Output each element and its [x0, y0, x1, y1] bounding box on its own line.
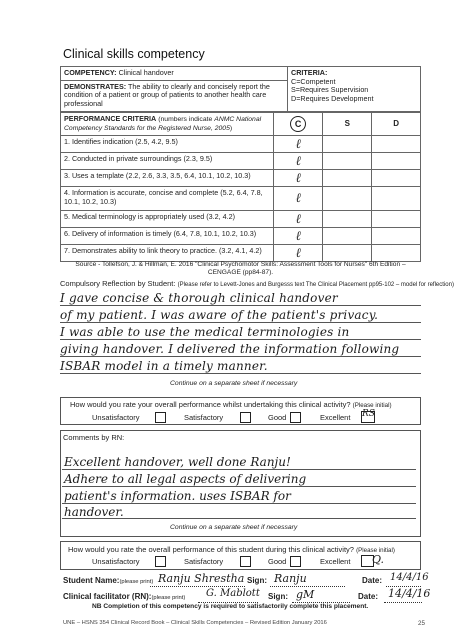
good-checkbox[interactable]: [290, 412, 301, 423]
facilitator-signature: gM: [296, 588, 315, 601]
rn-comment-line: patient's information. uses ISBAR for: [64, 489, 291, 503]
option-good: Good: [268, 557, 287, 566]
criteria-c: C=Competent: [291, 76, 336, 86]
ruled-line: [62, 469, 416, 470]
rn-comments-label: Comments by RN:: [63, 433, 125, 442]
column-d-header: D: [372, 113, 421, 136]
facilitator-date-value: 14/4/16: [388, 587, 431, 600]
performance-note-italic: ANMC National Competency Standards for the Registered Nurse, 2005: [64, 116, 262, 133]
reflection-label: Compulsory Reflection by Student:: [60, 279, 176, 288]
satisfactory-checkbox[interactable]: [240, 556, 251, 567]
column-s-header: S: [323, 113, 372, 136]
criterion-row: 5. Medical terminology is appropriately used (3.2, 4.2): [61, 211, 274, 228]
facilitator-rating-question: How would you rate the overall performance of this student during this clinical activity? (Please initial): [68, 545, 395, 554]
good-checkbox[interactable]: [290, 556, 301, 567]
reflection-line: I was able to use the medical terminologies in: [60, 325, 350, 339]
competent-check-mark: ℓ: [273, 228, 322, 245]
criterion-row: 3. Uses a template (2.2, 2.6, 3.3, 3.5, 6.4, 10.1, 10.2, 10.3): [61, 170, 274, 187]
page-footer: UNE – HSNS 354 Clinical Record Book – Clinical Skills Competencies – Revised Edition January 2016: [63, 620, 327, 626]
competent-check-mark: ℓ: [273, 153, 322, 170]
student-name-value: Ranju Shrestha: [158, 572, 245, 585]
unsatisfactory-checkbox[interactable]: [155, 556, 166, 567]
competent-check-mark: ℓ: [273, 136, 322, 153]
option-good: Good: [268, 413, 287, 422]
rn-comment-line: Excellent handover, well done Ranju!: [64, 455, 291, 469]
option-satisfactory: Satisfactory: [184, 413, 224, 422]
reflection-line: ISBAR model in a timely manner.: [60, 359, 268, 373]
demonstrates-label: DEMONSTRATES:: [64, 81, 127, 91]
ruled-line: [62, 486, 416, 487]
student-row: Student Name:(please print): [63, 576, 154, 585]
performance-header: PERFORMANCE CRITERIA (numbers indicate ANMC National Competency Standards for the Registered Nurse, 2005): [61, 113, 274, 136]
reflection-continue-note: Continue on a separate sheet if necessary: [170, 380, 298, 387]
competent-check-mark: ℓ: [273, 211, 322, 228]
criterion-row: 6. Delivery of information is timely (6.4, 7.8, 10.1, 10.2, 10.3): [61, 228, 274, 245]
criterion-row: 4. Information is accurate, concise and complete (5.2, 6.4, 7.8, 10.1, 10.2, 10.3): [61, 187, 274, 211]
criteria-header: CRITERIA:: [291, 68, 328, 77]
competency-value: Clinical handover: [118, 68, 174, 77]
ruled-line: [60, 322, 421, 323]
student-name-label: Student Name:: [63, 576, 120, 585]
page-title: Clinical skills competency: [63, 47, 205, 61]
performance-table: [60, 112, 421, 262]
facilitator-date-underline: [384, 602, 422, 603]
student-date-value: 14/4/16: [390, 572, 429, 583]
performance-label: PERFORMANCE CRITERIA: [64, 114, 157, 123]
facilitator-label: Clinical facilitator (RN):: [63, 592, 152, 601]
source-citation: Source - Tollefson, J. & Hillman, E. 2016 "Clinical Psychomotor Skills: Assessment Tools for Nurses" 6th Edition – CENGAGE (pp84-87).: [75, 261, 406, 277]
competency-table: [60, 66, 421, 112]
rn-comment-line: handover.: [64, 505, 124, 519]
circled-c: C: [290, 116, 306, 132]
reflection-heading: [60, 279, 454, 288]
unsatisfactory-checkbox[interactable]: [155, 412, 166, 423]
facilitator-name-value: G. Mablott: [206, 588, 260, 599]
facilitator-row: Clinical facilitator (RN):(please print): [63, 592, 186, 601]
competency-cell: [61, 67, 288, 81]
initials-mark: RS: [362, 409, 375, 419]
student-signature: Ranju: [274, 572, 307, 585]
option-unsatisfactory: Unsatisfactory: [92, 557, 140, 566]
ruled-line: [62, 503, 416, 504]
criterion-row: 2. Conducted in private surroundings (2.3, 9.5): [61, 153, 274, 170]
rn-continue-note: Continue on a separate sheet if necessary: [170, 524, 298, 531]
student-sign-label: Sign:: [247, 576, 267, 585]
competent-check-mark: ℓ: [273, 245, 322, 262]
criteria-cell: [288, 67, 421, 112]
student-sign-underline: [270, 586, 345, 587]
facilitator-date-label: Date:: [358, 592, 379, 601]
option-excellent: Excellent: [320, 557, 351, 566]
completion-note: NB Completion of this competency is required to satisfactorily complete this placement.: [92, 603, 369, 610]
criterion-row: 1. Identifies indication (2.5, 4.2, 9.5): [61, 136, 274, 153]
ruled-line: [60, 373, 421, 374]
option-satisfactory: Satisfactory: [184, 557, 224, 566]
criterion-row: 7. Demonstrates ability to link theory to practice. (3.2, 4.1, 4.2): [61, 245, 274, 262]
competent-check-mark: ℓ: [273, 187, 322, 211]
satisfactory-checkbox[interactable]: [240, 412, 251, 423]
demonstrates-cell: [61, 80, 288, 111]
reflection-note: (Please refer to Levett-Jones and Burgesss text The Clinical Placement pp95-102 – model for reflection): [177, 282, 454, 288]
reflection-line: giving handover. I delivered the information following: [60, 342, 400, 356]
option-unsatisfactory: Unsatisfactory: [92, 413, 140, 422]
page-number: 25: [418, 620, 425, 627]
ruled-line: [60, 339, 421, 340]
demonstrates-text: The ability to clearly and concisely report the condition of a patient or group of patients to another health care professional: [64, 81, 270, 108]
ruled-line: [60, 356, 421, 357]
reflection-line: of my patient. I was aware of the patient's privacy.: [60, 308, 379, 322]
ruled-line: [60, 305, 421, 306]
reflection-line: I gave concise & thorough clinical handover: [60, 291, 338, 305]
column-c-header: [273, 113, 322, 136]
performance-note: (numbers indicate: [158, 116, 213, 123]
student-name-underline: [150, 586, 245, 587]
rn-comment-line: Adhere to all legal aspects of delivering: [64, 472, 307, 486]
student-date-label: Date:: [362, 576, 383, 585]
self-rating-question: How would you rate your overall performance whilst undertaking this clinical activity? (Please initial): [70, 400, 392, 409]
criteria-d: D=Requires Development: [291, 93, 374, 103]
competent-check-mark: ℓ: [273, 170, 322, 187]
initials-mark: Q.: [372, 553, 384, 566]
facilitator-sign-label: Sign:: [268, 592, 288, 601]
option-excellent: Excellent: [320, 413, 351, 422]
criteria-s: S=Requires Supervision: [291, 85, 369, 95]
competency-label: COMPETENCY:: [64, 68, 117, 77]
